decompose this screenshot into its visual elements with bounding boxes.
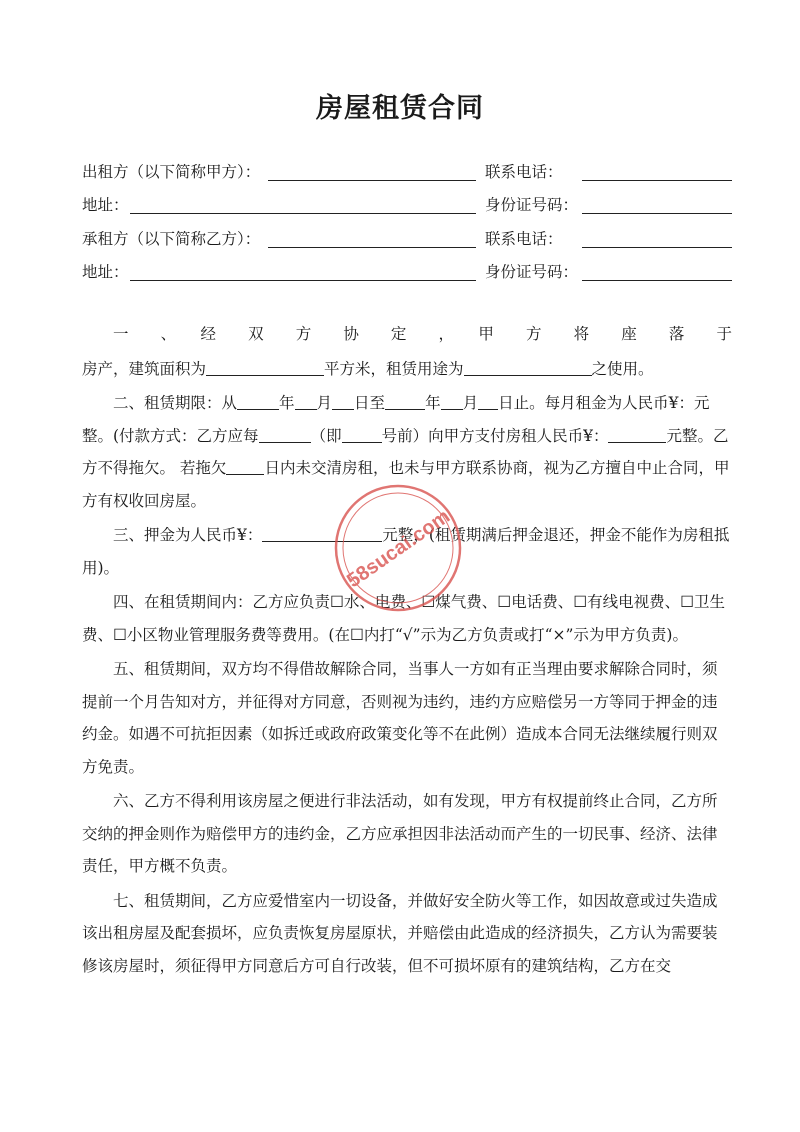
clause-2 (82, 387, 732, 517)
lessor-id-label: 身份证号码： (485, 196, 579, 214)
start-month-field[interactable] (295, 392, 317, 410)
lessor-id-field[interactable] (582, 213, 732, 214)
clause-2-text-e: 元 (666, 426, 682, 445)
clause-2-month2: 月 (462, 394, 479, 412)
clause-2-text-g: 日内未交清房租，也未与甲方联系协商，视为乙方擅自中止合同，甲方有权收回房屋。 (82, 459, 730, 510)
clause-1-text-a: 房产，建筑面积为 (82, 359, 207, 378)
lessee-address-row (82, 260, 732, 284)
clause-2-text-f: 整。乙方不得拖欠。 若拖欠 (82, 426, 729, 477)
start-year-field[interactable] (237, 392, 279, 410)
clause-1-line: 一 、 经 双 方 协 定 ， 甲 方 将 座 落 于 (113, 325, 732, 343)
payment-period-field[interactable] (259, 425, 311, 443)
clause-3-text-b: 元整，(租赁期满后押金退还，押金不能作为房租抵用)。 (82, 526, 730, 577)
watermark-text: 58sucai.com (343, 505, 455, 593)
lessor-phone-field[interactable] (582, 180, 732, 181)
lessor-address-row (82, 193, 732, 217)
clause-2-year2: 年 (425, 394, 441, 412)
lessor-address-field[interactable] (130, 213, 476, 214)
clause-2-text-d: 号前）向甲方支付房租人民币¥： (381, 426, 609, 445)
clause-1-text-c: 之使用。 (591, 359, 654, 378)
clause-3-text-a: 三、押金为人民币¥： (113, 526, 263, 544)
clause-2-day1: 日至 (354, 394, 386, 412)
lessor-address-label: 地址： (82, 196, 129, 214)
lessee-id-field[interactable] (582, 280, 732, 281)
lessee-address-label: 地址： (82, 263, 129, 281)
clause-2-day2: 日止。每月租金为人民币¥： (498, 394, 694, 412)
clause-2-year1: 年 (279, 394, 295, 412)
lessor-phone-label: 联系电话： (485, 163, 563, 181)
lessee-phone-label: 联系电话： (485, 230, 563, 248)
lessee-name-field[interactable] (268, 247, 476, 248)
end-year-field[interactable] (385, 392, 425, 410)
lessee-row (82, 227, 732, 251)
lessee-id-label: 身份证号码： (485, 263, 579, 281)
lessor-row (82, 160, 732, 184)
clause-2-text-a: 二、租赁期限：从 (113, 394, 238, 412)
clause-2-text-c: （即 (310, 426, 342, 445)
clause-4: 四、在租赁期间内：乙方应负责☐水、电费、☐煤气费、☐电话费、☐有线电视费、☐卫生费、☐小区物业管理服务费等费用。(在☐内打“√”示为乙方负责或打“×”示为甲方负责)。 (82, 593, 725, 644)
lessee-label: 承租方（以下简称乙方）： (82, 230, 261, 248)
area-field[interactable] (206, 358, 324, 376)
end-month-field[interactable] (441, 392, 463, 410)
clause-5: 五、租赁期间，双方均不得借故解除合同，当事人一方如有正当理由要求解除合同时，须提前一个月告知对方，并征得对方同意，否则视为违约，违约方应赔偿另一方等同于押金的违约金。如遇不可抗拒因素（如拆迁或政府政策变化等不在此例）造成本合同无法继续履行则双方免责。 (82, 660, 718, 776)
overdue-days-field[interactable] (226, 457, 264, 475)
lessor-label: 出租方（以下简称甲方）： (82, 163, 261, 181)
clause-2-text-b: 元整。(付款方式：乙方应每 (82, 394, 710, 445)
lessee-address-field[interactable] (130, 280, 476, 281)
usage-field[interactable] (464, 358, 592, 376)
contract-body (82, 318, 732, 982)
clause-2-month1: 月 (316, 394, 333, 412)
payment-day-field[interactable] (342, 425, 382, 443)
clause-3 (82, 519, 732, 584)
deposit-field[interactable] (262, 524, 382, 542)
lessee-phone-field[interactable] (582, 247, 732, 248)
clause-1-text-b: 平方米，租赁用途为 (324, 359, 464, 378)
end-day-field[interactable] (478, 392, 498, 410)
lessor-name-field[interactable] (268, 180, 476, 181)
start-day-field[interactable] (332, 392, 354, 410)
clause-6: 六、乙方不得利用该房屋之便进行非法活动，如有发现，甲方有权提前终止合同，乙方所交纳的押金则作为赔偿甲方的违约金，乙方应承担因非法活动而产生的一切民事、经济、法律责任，甲方概不负责。 (82, 792, 718, 875)
rent-amount-field[interactable] (608, 425, 666, 443)
clause-7: 七、租赁期间，乙方应爱惜室内一切设备，并做好安全防火等工作，如因故意或过失造成该出租房屋及配套损坏，应负责恢复房屋原状，并赔偿由此造成的经济损失，乙方认为需要装修该房屋时，须征得甲方同意后方可自行改装，但不可损坏原有的建筑结构，乙方在交 (82, 891, 718, 975)
clause-1 (82, 353, 732, 386)
document-title: 房屋租赁合同 (316, 93, 484, 124)
